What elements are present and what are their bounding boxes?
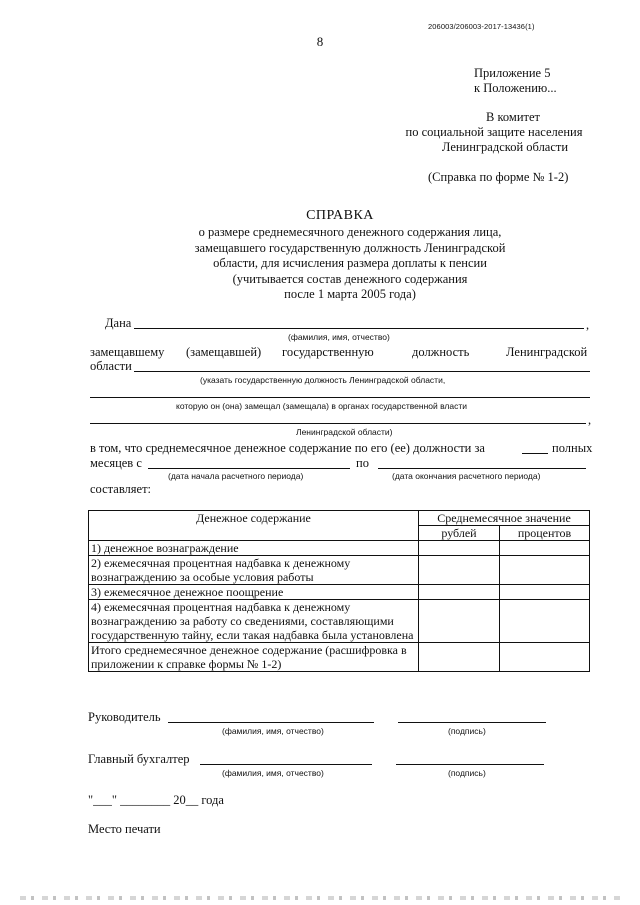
col-header-pct: процентов — [500, 526, 590, 541]
position-field[interactable] — [134, 371, 590, 372]
pct-cell[interactable] — [500, 556, 590, 585]
fio-hint: (фамилия, имя, отчество) — [288, 332, 390, 342]
lo-hint: Ленинградской области) — [296, 427, 393, 437]
fio-field[interactable] — [134, 328, 584, 329]
subtitle-line: о размере среднемесячного денежного содержания лица, — [198, 225, 502, 239]
head-fio-hint: (фамилия, имя, отчество) — [222, 726, 324, 736]
end-date-hint: (дата окончания расчетного периода) — [392, 471, 541, 481]
label-months-from: месяцев с — [90, 456, 142, 470]
pct-cell[interactable] — [500, 585, 590, 600]
table-row — [89, 556, 590, 585]
label-full: полных — [552, 441, 593, 455]
addressee-line: В комитет — [486, 110, 540, 124]
document-subtitle — [130, 225, 570, 303]
accountant-fio-hint: (фамилия, имя, отчество) — [222, 768, 324, 778]
table-header-row — [89, 511, 590, 526]
start-date-hint: (дата начала расчетного периода) — [168, 471, 304, 481]
label-to: по — [356, 456, 369, 470]
rub-cell[interactable] — [419, 585, 500, 600]
pct-cell[interactable] — [500, 541, 590, 556]
document-title: СПРАВКА — [306, 208, 374, 223]
appendix-note — [474, 66, 557, 96]
scan-artifact-strip — [20, 896, 620, 900]
word: государственную — [282, 345, 374, 359]
organ-field[interactable] — [90, 397, 590, 398]
col-header-main: Денежное содержание — [89, 511, 419, 541]
row-label: 2) ежемесячная процентная надбавка к денежному вознаграждению за особые условия работы — [89, 556, 419, 585]
label-oblasti: области — [90, 359, 132, 373]
end-date-field[interactable] — [378, 468, 586, 469]
subtitle-line: после 1 марта 2005 года) — [284, 287, 416, 301]
head-fio-field[interactable] — [168, 722, 374, 723]
document-id: 206003/206003-2017-13436(1) — [428, 22, 535, 31]
appendix-line: к Положению... — [474, 81, 557, 95]
rub-cell[interactable] — [419, 643, 500, 672]
label-sostavlyaet: составляет: — [90, 482, 152, 496]
rub-cell[interactable] — [419, 600, 500, 643]
date-field[interactable]: "___" ________ 20__ года — [88, 793, 224, 807]
addressee-line: по социальной защите населения — [405, 125, 583, 139]
page-number: 8 — [316, 34, 324, 49]
word: замещавшему — [90, 345, 165, 359]
col-header-avg: Среднемесячное значение — [419, 511, 590, 526]
table-row — [89, 643, 590, 672]
row-label: 1) денежное вознаграждение — [89, 541, 419, 556]
head-sign-hint: (подпись) — [448, 726, 486, 736]
table-row — [89, 585, 590, 600]
subtitle-line: замещавшего государственную должность Ленинградской — [194, 240, 506, 255]
subtitle-line: области, для исчисления размера доплаты к пенсии — [213, 256, 487, 270]
comma: , — [586, 318, 590, 332]
subtitle-line: (учитывается состав денежного содержания — [232, 271, 468, 286]
form-reference: (Справка по форме № 1-2) — [428, 170, 569, 184]
label-dana: Дана — [105, 316, 132, 330]
stamp-place: Место печати — [88, 822, 161, 836]
appendix-line: Приложение 5 — [474, 66, 551, 80]
col-header-rub: рублей — [419, 526, 500, 541]
position-hint: (указать государственную должность Ленинградской области, — [200, 375, 446, 385]
start-date-field[interactable] — [148, 468, 350, 469]
pct-cell[interactable] — [500, 643, 590, 672]
organ-hint: которую он (она) замещал (замещала) в органах государственной власти — [176, 401, 468, 411]
comma: , — [588, 413, 592, 427]
salary-table — [88, 510, 590, 672]
organ-field-2[interactable] — [90, 423, 586, 424]
row-label: 4) ежемесячная процентная надбавка к денежному вознаграждению за работу со сведениями, составляющими государственную тайну, если такая надбавка была установлена — [89, 600, 419, 643]
accountant-fio-field[interactable] — [200, 764, 372, 765]
table-row — [89, 541, 590, 556]
addressee-line: Ленинградской области — [441, 140, 569, 154]
rub-cell[interactable] — [419, 556, 500, 585]
word: должность — [412, 345, 470, 359]
head-sign-field[interactable] — [398, 722, 546, 723]
word: Ленинградской — [506, 345, 588, 359]
pct-cell[interactable] — [500, 600, 590, 643]
row-label: Итого среднемесячное денежное содержание (расшифровка в приложении к справке формы № 1-2) — [89, 643, 419, 672]
row-label: 3) ежемесячное денежное поощрение — [89, 585, 419, 600]
years-field[interactable] — [522, 453, 548, 454]
rub-cell[interactable] — [419, 541, 500, 556]
accountant-sign-field[interactable] — [396, 764, 544, 765]
table-row — [89, 600, 590, 643]
word: (замещавшей) — [186, 345, 262, 359]
accountant-sign-hint: (подпись) — [448, 768, 486, 778]
label-head: Руководитель — [88, 710, 161, 724]
addressee — [404, 110, 584, 155]
statement-text: в том, что среднемесячное денежное содержание по его (ее) должности за — [90, 441, 485, 455]
label-accountant: Главный бухгалтер — [88, 752, 190, 766]
